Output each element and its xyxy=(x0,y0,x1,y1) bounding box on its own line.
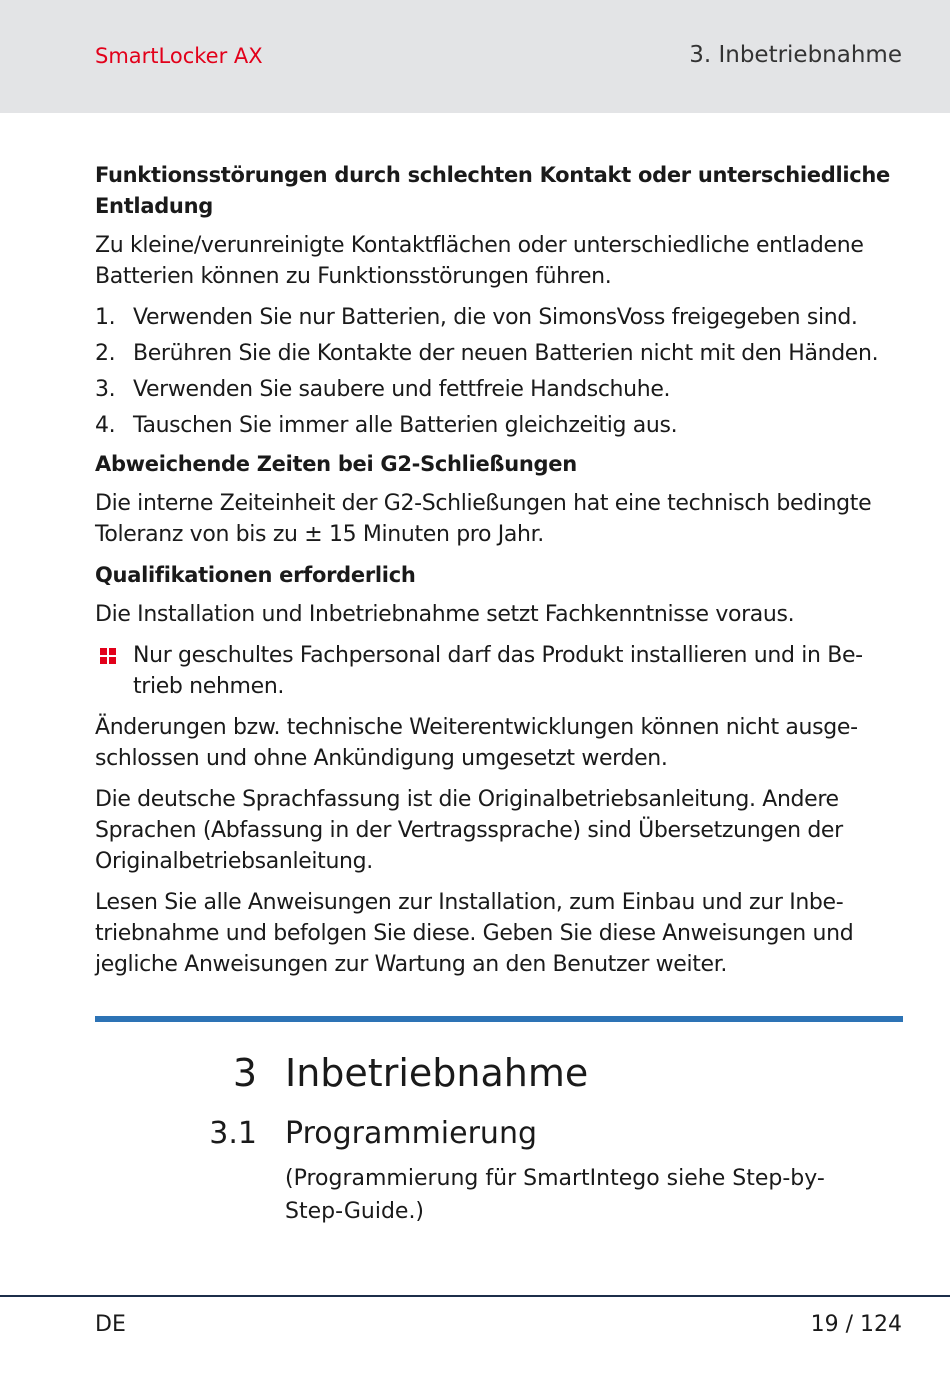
times-heading: Abweichende Zeiten bei G2-Schließungen xyxy=(95,452,577,476)
qualification-heading: Qualifikationen erforderlich xyxy=(95,563,416,587)
list-item xyxy=(95,410,903,441)
page-header xyxy=(0,0,950,113)
malfunction-text: Zu kleine/verunreinigte Kontaktflächen oder unterschiedliche entladene Batterien können zu Funktionsstörungen führen. xyxy=(95,233,864,289)
footer-divider xyxy=(0,1295,950,1297)
red-four-squares-icon xyxy=(100,648,116,664)
changes-text: Änderungen bzw. technische Weiterentwicklungen können nicht ausgeschlossen und ohne Ankündigung umgesetzt werden. xyxy=(95,715,859,771)
page-number: 19 / 124 xyxy=(810,1312,902,1337)
chapter-title: Inbetriebnahme xyxy=(285,1051,589,1095)
running-chapter-title: 3. Inbetriebnahme xyxy=(689,42,902,68)
step-text: Verwenden Sie saubere und fettfreie Handschuhe. xyxy=(133,377,671,402)
chapter-number: 3 xyxy=(232,1051,257,1095)
list-item xyxy=(95,302,903,333)
subchapter-number: 3.1 xyxy=(209,1116,257,1151)
programming-note: (Programmierung für SmartIntego siehe Step-by-Step-Guide.) xyxy=(285,1166,825,1224)
document-body xyxy=(95,160,903,990)
section-divider xyxy=(95,1016,903,1022)
step-number: 4. xyxy=(95,413,116,438)
bullet-text: Nur geschultes Fachpersonal darf das Produkt installieren und in Betrieb nehmen. xyxy=(133,643,864,699)
step-number: 3. xyxy=(95,377,116,402)
qualification-text: Die Installation und Inbetriebnahme setzt Fachkenntnisse voraus. xyxy=(95,602,795,627)
subchapter-title: Programmierung xyxy=(285,1116,537,1151)
step-text: Tauschen Sie immer alle Batterien gleichzeitig aus. xyxy=(133,413,678,438)
step-text: Berühren Sie die Kontakte der neuen Batterien nicht mit den Händen. xyxy=(133,341,879,366)
step-number: 1. xyxy=(95,305,116,330)
brand-name: SmartLocker AX xyxy=(95,44,263,68)
battery-steps-list xyxy=(95,302,903,441)
qualification-bullet xyxy=(95,640,903,702)
step-text: Verwenden Sie nur Batterien, die von SimonsVoss freigegeben sind. xyxy=(133,305,858,330)
times-text: Die interne Zeiteinheit der G2-Schließungen hat eine technisch bedingte Toleranz von bis zu ± 15 Minuten pro Jahr. xyxy=(95,491,872,547)
step-number: 2. xyxy=(95,341,116,366)
instructions-text: Lesen Sie alle Anweisungen zur Installation, zum Einbau und zur Inbetriebnahme und befolgen Sie diese. Geben Sie diese Anweisungen und jegliche Anweisungen zur Wartung an den Benutzer weiter. xyxy=(95,890,854,977)
list-item xyxy=(95,338,903,369)
language-text: Die deutsche Sprachfassung ist die Originalbetriebsanleitung. Andere Sprachen (Abfassung in der Vertragssprache) sind Übersetzungen der Originalbetriebsanleitung. xyxy=(95,787,843,874)
list-item xyxy=(95,374,903,405)
malfunction-heading: Funktionsstörungen durch schlechten Kontakt oder unterschiedliche Entladung xyxy=(95,163,890,218)
footer-language: DE xyxy=(95,1312,126,1337)
